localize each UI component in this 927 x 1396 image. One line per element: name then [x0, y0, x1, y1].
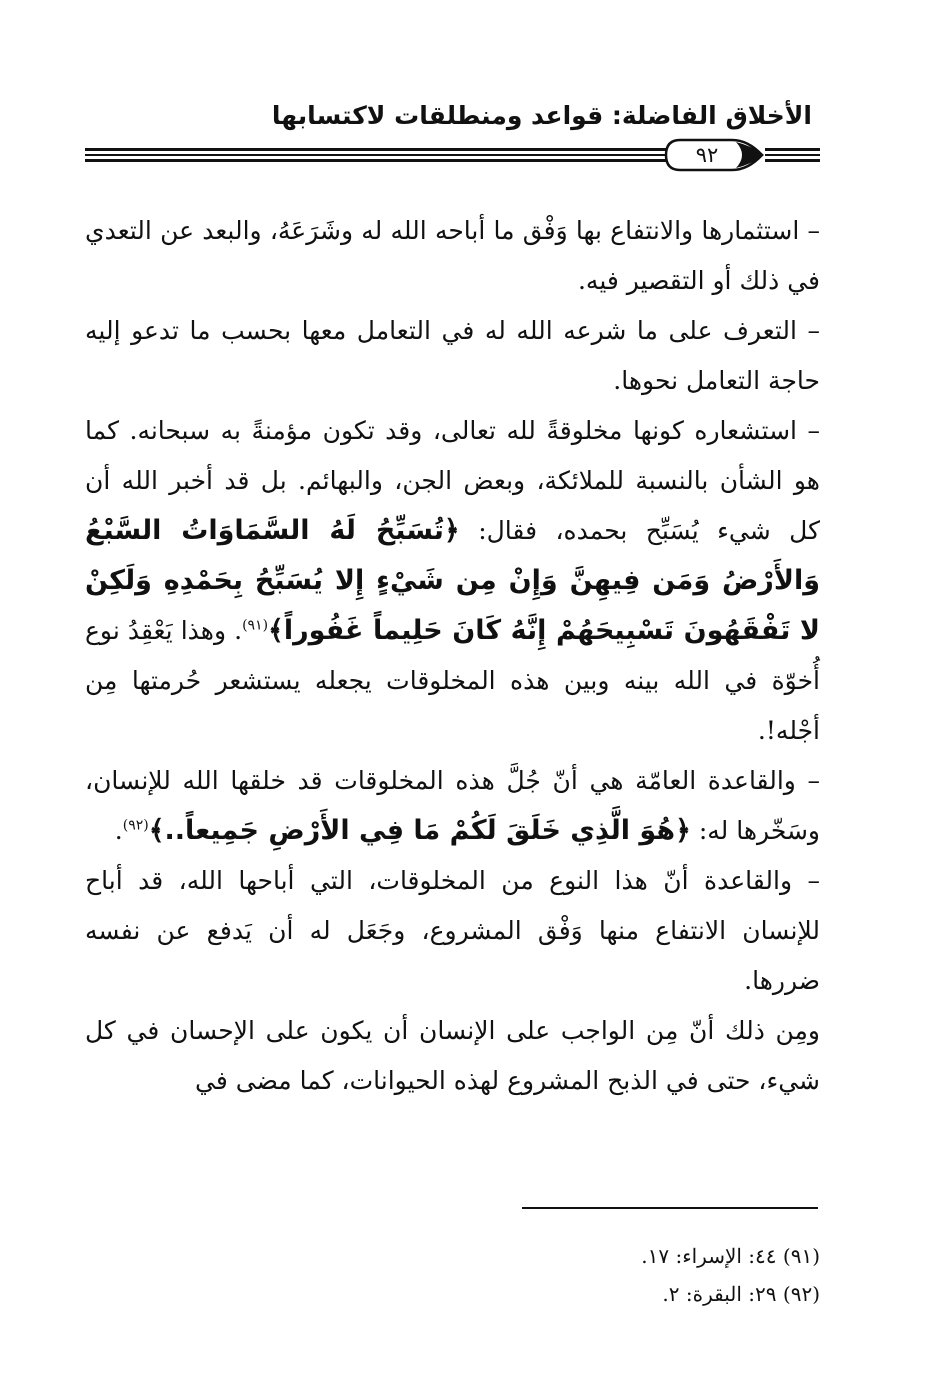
running-header: الأخلاق الفاضلة: قواعد ومنطلقات لاكتسابها — [271, 101, 812, 130]
header-rule-left — [85, 141, 670, 171]
page-number-badge — [662, 136, 766, 174]
bullet-dash: – — [792, 866, 820, 895]
quran-verse: ﴿هُوَ الَّذِي خَلَقَ لَكُمْ مَا فِي الأَرْضِ جَمِيعاً..﴾ — [148, 815, 691, 846]
body-text — [85, 206, 820, 1106]
paragraph-6: ومِن ذلك أنّ مِن الواجب على الإنسان أن يكون على الإحسان في كل شيء، حتى في الذبح المشروع لهذه الحيوانات، كما مضى في — [85, 1016, 820, 1095]
paragraph-4 — [85, 756, 820, 856]
bullet-dash: – — [796, 416, 821, 445]
footnote-92: (٩٢) ٢٩: البقرة: ٢. — [662, 1282, 820, 1306]
paragraph-3 — [85, 406, 820, 756]
paragraph-4-text-end: . — [114, 816, 123, 845]
paragraph-5-text: والقاعدة أنّ هذا النوع من المخلوقات، التي أباحها الله، قد أباح للإنسان الانتفاع منها وَفْق المشروع، وجَعَل له أن يَدفع عن نفسه ضررها. — [85, 866, 820, 995]
footnote-reference[interactable]: (٩٢) — [122, 817, 149, 834]
footnote-separator — [522, 1207, 818, 1209]
paragraph-4-text: والقاعدة العامّة هي أنّ جُلَّ هذه المخلوقات قد خلقها الله للإنسان، وسَخّرها له: — [85, 766, 820, 845]
footnotes — [85, 1237, 820, 1313]
paragraph-2-text: التعرف على ما شرعه الله له في التعامل معها بحسب ما تدعو إليه حاجة التعامل نحوها. — [85, 316, 820, 395]
paragraph-3-text-end: . وهذا يَعْقِدُ نوع أُخوّة في الله بينه وبين هذه المخلوقات يجعله يستشعر حُرمتها مِن أجْله!. — [85, 616, 820, 745]
paragraph-1-text: استثمارها والانتفاع بها وَفْق ما أباحه الله له وشَرَعَهُ، والبعد عن التعدي في ذلك أو التقصير فيه. — [85, 216, 820, 295]
header-rule-right — [765, 141, 820, 171]
footnote-reference[interactable]: (٩١) — [242, 617, 269, 634]
quran-verse: ﴿تُسَبِّحُ لَهُ السَّمَاوَاتُ السَّبْعُ وَالأَرْضُ وَمَن فِيهِنَّ وَإِنْ مِن شَيْءٍ إِلا يُسَبِّحُ بِحَمْدِهِ وَلَكِنْ لا تَفْقَهُونَ تَسْبِيحَهُمْ إِنَّهُ كَانَ حَلِيماً غَفُوراً﴾ — [85, 515, 820, 646]
bullet-dash: – — [795, 766, 820, 795]
page-number: ٩٢ — [695, 143, 719, 167]
paragraph-2 — [85, 306, 820, 406]
bullet-dash: – — [796, 316, 821, 345]
bullet-dash: – — [799, 216, 820, 245]
paragraph-3-text: استشعاره كونها مخلوقةً لله تعالى، وقد تكون مؤمنةً به سبحانه. كما هو الشأن بالنسبة للملائكة، وبعض الجن، والبهائم. بل قد أخبر الله أن كل شيء يُسَبِّح بحمده، فقال: — [85, 416, 820, 545]
footnote-91: (٩١) ٤٤: الإسراء: ١٧. — [641, 1244, 820, 1268]
paragraph-1 — [85, 206, 820, 306]
paragraph-5 — [85, 856, 820, 1006]
